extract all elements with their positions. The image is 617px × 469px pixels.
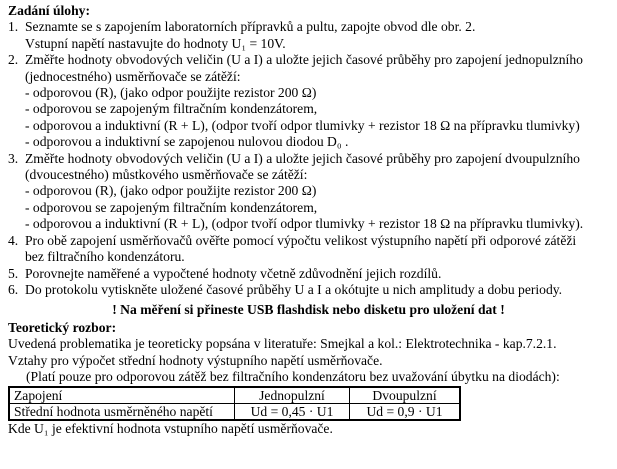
task-line: (dvoucestného) můstkového usměrňovače se zátěží: bbox=[25, 167, 308, 183]
task-line: (jednocestného) usměrňovače se zátěží: bbox=[25, 68, 241, 84]
rectifier-table bbox=[8, 386, 461, 421]
task-subitem: - odporovou se zapojeným filtračním kondenzátorem, bbox=[25, 101, 318, 117]
usb-notice: ! Na měření si přineste USB flashdisk nebo disketu pro uložení dat ! bbox=[112, 302, 505, 318]
task-subitem: - odporovou a induktivní (R + L), (odpor tvoří odpor tlumivky + rezistor 18 Ω na přípravku tlumivky). bbox=[25, 216, 584, 232]
footer-note: Kde U₁ je efektivní hodnota vstupního napětí usměrňovače. bbox=[8, 421, 333, 437]
task-item-4 bbox=[8, 233, 617, 266]
theory-line: Uvedená problematika je teoreticky popsána v literatuře: Smejkal a kol.: Elektrotechnika - kap.7.2.1. bbox=[8, 336, 557, 352]
task-line: Změřte hodnoty obvodových veličin (U a I) a uložte jejich časové průběhy pro zapojení dvoupulzního bbox=[25, 150, 580, 166]
task-item-1 bbox=[8, 19, 617, 52]
task-heading: Zadání úlohy: bbox=[8, 3, 90, 18]
task-number: 2. bbox=[8, 52, 19, 68]
task-number: 6. bbox=[8, 281, 19, 297]
task-item-5 bbox=[8, 266, 617, 282]
table-cell: Ud = 0,45 · U1 bbox=[235, 404, 350, 421]
theory-heading: Teoretický rozbor: bbox=[8, 319, 117, 335]
task-item-6 bbox=[8, 282, 617, 298]
task-number: 1. bbox=[8, 19, 19, 35]
theory-line: Vztahy pro výpočet střední hodnoty výstupního napětí usměrňovače. bbox=[8, 352, 383, 368]
task-line: Porovnejte naměřené a vypočtené hodnoty včetně zdůvodnění jejich rozdílů. bbox=[25, 265, 442, 281]
table-cell: Jednopulzní bbox=[235, 387, 350, 404]
task-item-2 bbox=[8, 52, 617, 85]
task-subitem: - odporovou a induktivní se zapojenou nulovou diodou D₀ . bbox=[25, 134, 349, 150]
table-header-row bbox=[9, 387, 460, 404]
task-subitem: - odporovou a induktivní (R + L), (odpor tvoří odpor tlumivky + rezistor 18 Ω na přípravku tlumivky) bbox=[25, 117, 580, 133]
table-row bbox=[9, 404, 460, 421]
task-number: 5. bbox=[8, 265, 19, 281]
task-line: Změřte hodnoty obvodových veličin (U a I) a uložte jejich časové průběhy pro zapojení jednopulzního bbox=[25, 52, 583, 68]
task-list bbox=[8, 19, 617, 298]
task-line: Do protokolu vytiskněte uložené časové průběhy U a I a okótujte u nich amplitudy a dobu periody. bbox=[25, 281, 563, 297]
task-line: Vstupní napětí nastavujte do hodnoty U₁ = 10V. bbox=[25, 35, 286, 51]
task-line: Seznamte se s zapojením laboratorních přípravků a pultu, zapojte obvod dle obr. 2. bbox=[25, 19, 476, 35]
task-number: 4. bbox=[8, 232, 19, 248]
task-line: Pro obě zapojení usměrňovačů ověřte pomocí výpočtu velikost výstupního napětí při odporové zátěži bbox=[25, 232, 577, 248]
table-cell: Střední hodnota usměrněného napětí bbox=[9, 404, 235, 421]
task-subitem: - odporovou (R), (jako odpor použijte rezistor 200 Ω) bbox=[25, 85, 317, 101]
theory-note: (Platí pouze pro odporovou zátěž bez filtračního kondenzátoru bez uvažování úbytku na diodách): bbox=[26, 368, 560, 384]
task-item-3 bbox=[8, 151, 617, 184]
table-cell: Dvoupulzní bbox=[350, 387, 461, 404]
table-cell: Ud = 0,9 · U1 bbox=[350, 404, 461, 421]
table-cell: Zapojení bbox=[9, 387, 235, 404]
task-line: bez filtračního kondenzátoru. bbox=[25, 249, 185, 265]
task-number: 3. bbox=[8, 150, 19, 166]
task-subitem: - odporovou se zapojeným filtračním kondenzátorem, bbox=[25, 199, 318, 215]
task-subitem: - odporovou (R), (jako odpor použijte rezistor 200 Ω) bbox=[25, 183, 317, 199]
